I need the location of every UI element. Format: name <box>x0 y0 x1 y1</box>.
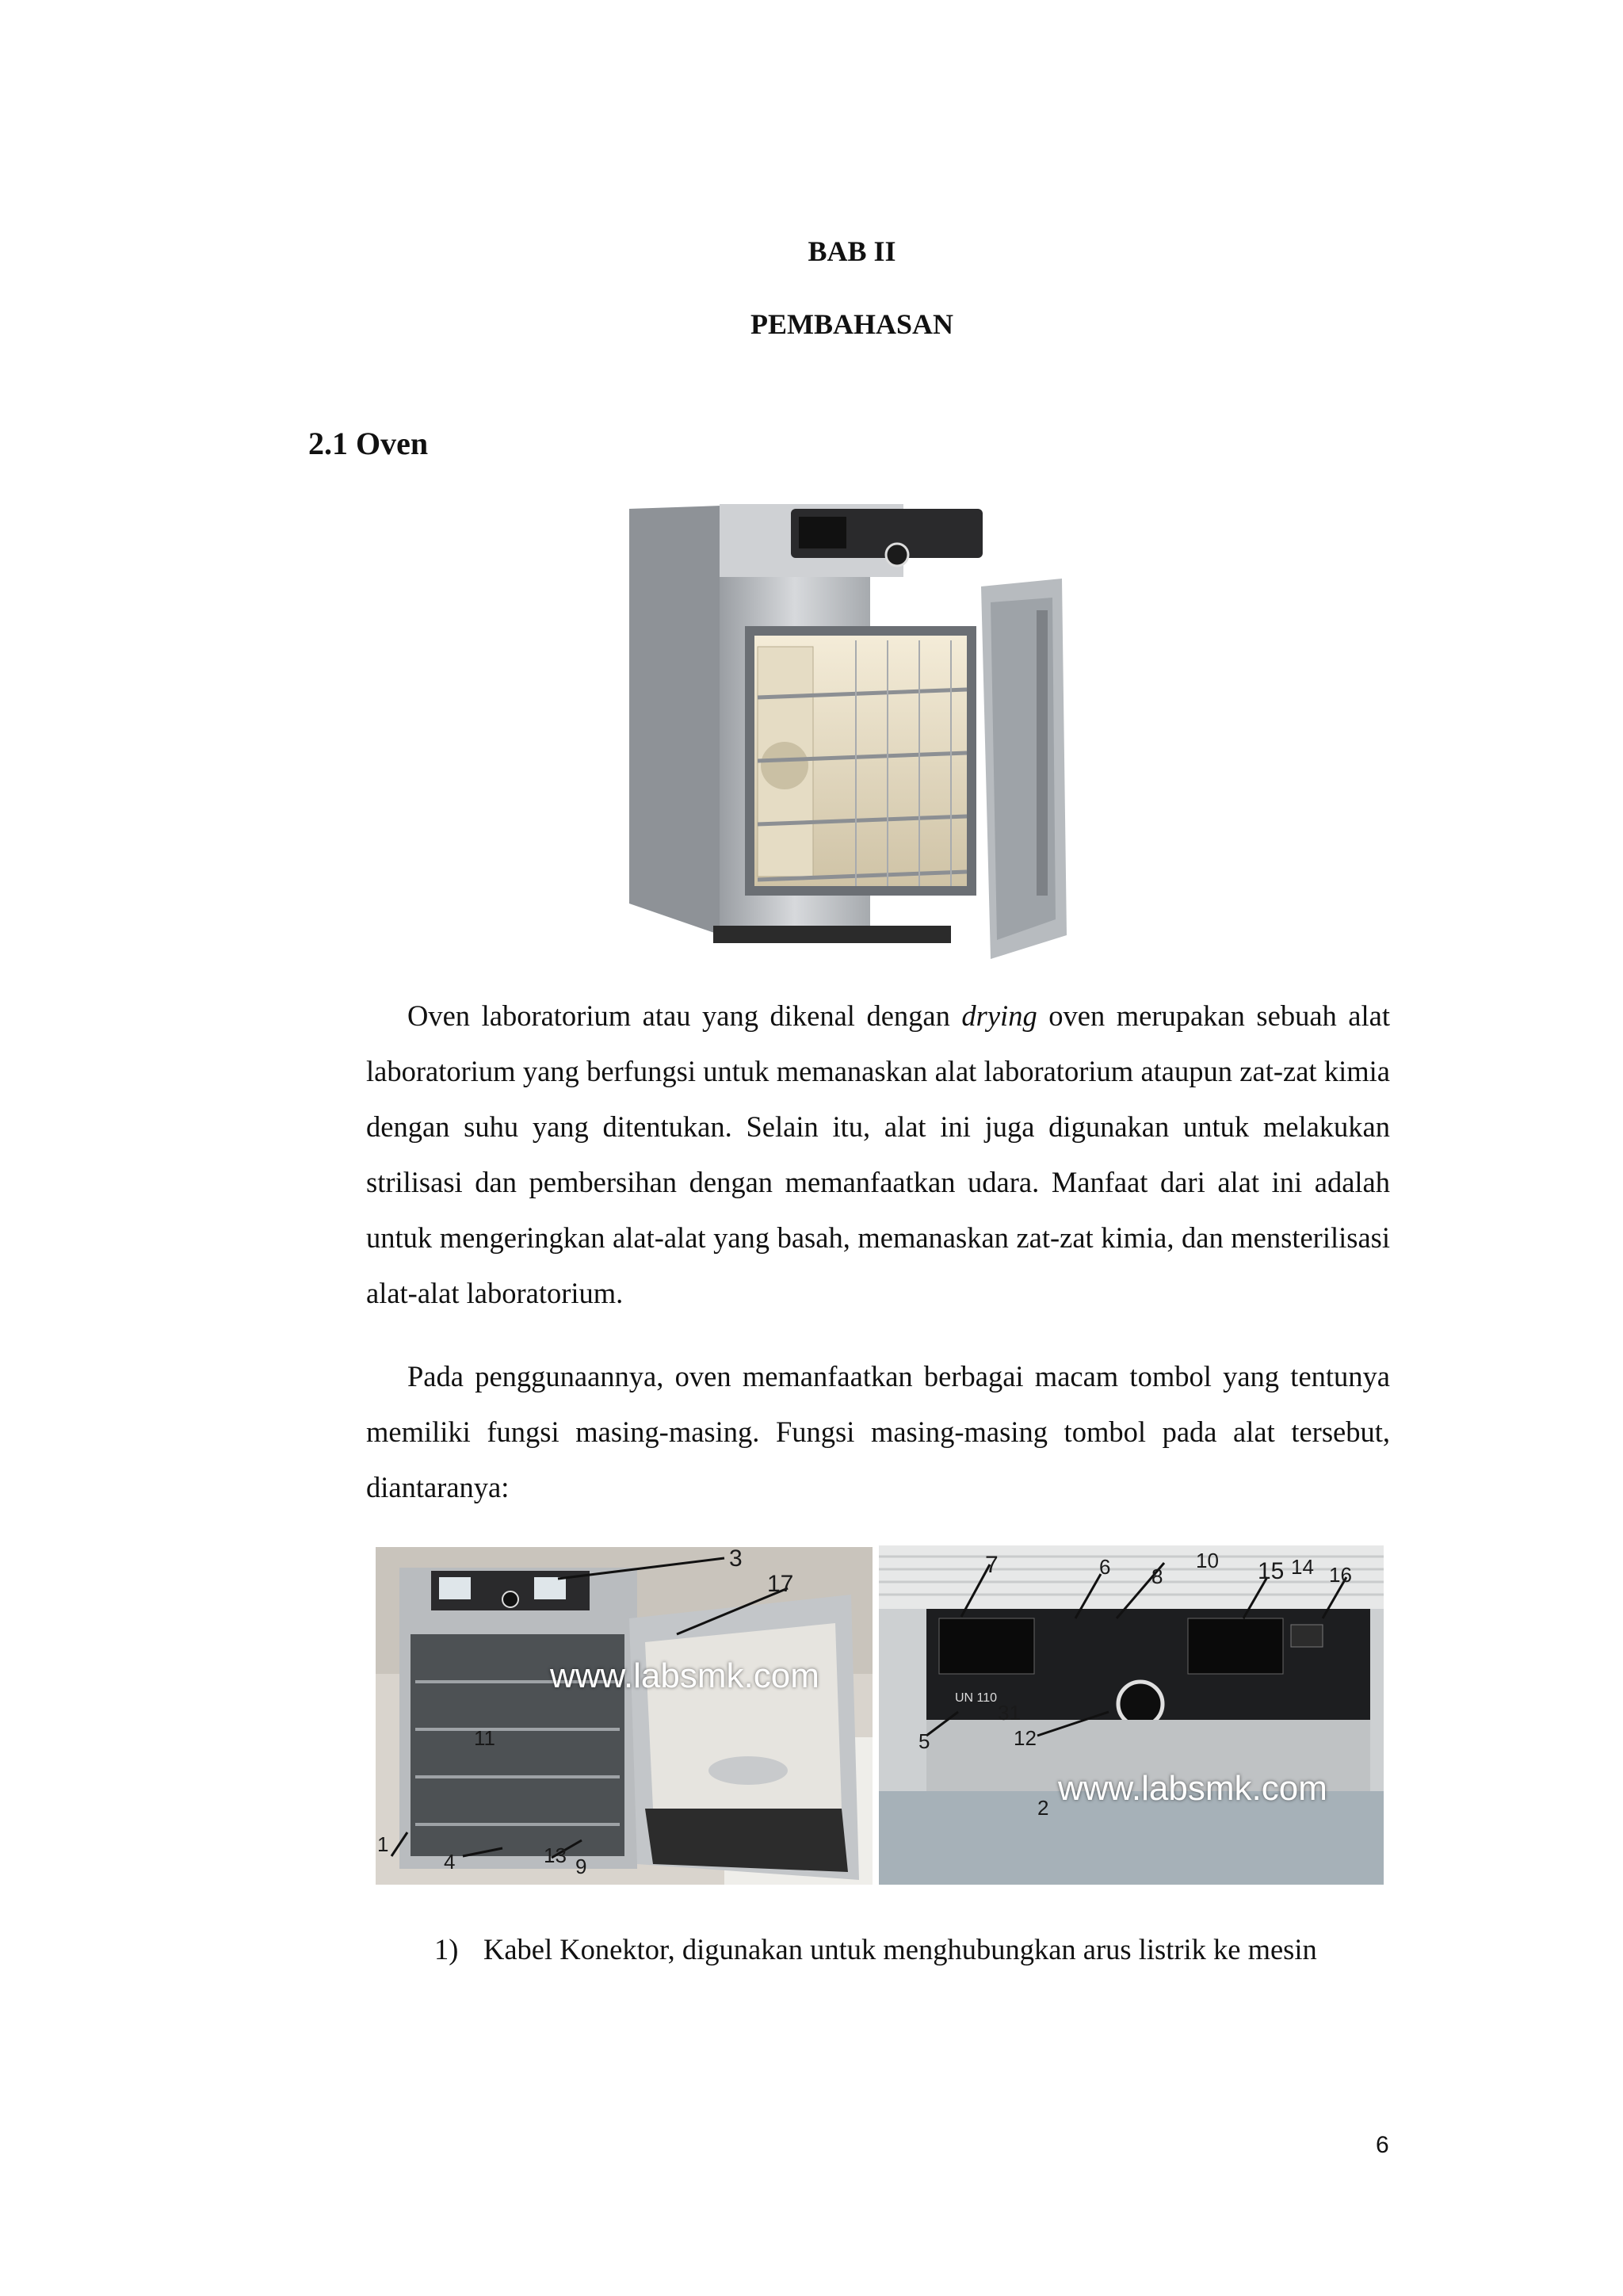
oven-illustration <box>618 491 1078 967</box>
callout-14: 14 <box>1291 1555 1314 1579</box>
paragraph-text-end: oven merupakan sebuah alat laboratorium yang berfungsi untuk memanaskan alat laboratorium ataupun zat-zat kimia dengan suhu yang ditentukan. Selain itu, alat ini juga digunakan untuk melakukan strilisasi dan pembersihan dengan memanfaatkan udara. Manfaat dari alat ini adalah untuk mengeringkan alat-alat yang basah, memanaskan zat-zat kimia, dan mensterilisasi alat-alat laboratorium. <box>366 999 1390 1309</box>
callout-17: 17 <box>767 1571 794 1597</box>
oven-figure <box>618 491 1078 967</box>
callout-6: 6 <box>1099 1555 1111 1579</box>
callout-2: 2 <box>1037 1796 1049 1820</box>
callout-15: 15 <box>1258 1558 1285 1584</box>
callout-9: 9 <box>575 1855 587 1878</box>
paragraph-text: Pada penggunaannya, oven memanfaatkan berbagai macam tombol yang tentunya memiliki fungsi masing-masing. Fungsi masing-masing tombol pada alat tersebut, diantaranya: <box>366 1360 1390 1503</box>
paragraph-oven-definition <box>366 988 1390 1321</box>
oven-photo-open-drawing <box>376 1547 873 1885</box>
paragraph-oven-buttons <box>366 1349 1390 1515</box>
paragraph-emphasis: drying <box>961 999 1037 1032</box>
callout-8: 8 <box>1151 1564 1163 1588</box>
watermark-text: www.labsmk.com <box>550 1656 819 1695</box>
model-label: UN 110 <box>955 1691 998 1705</box>
callout-13: 13 <box>544 1843 567 1867</box>
oven-control-panel-photo <box>879 1545 1384 1885</box>
oven-photo-open <box>376 1547 873 1885</box>
callout-7: 7 <box>985 1552 999 1578</box>
page-number: 6 <box>1376 2132 1389 2158</box>
list-item-number: 1) <box>434 1933 459 1966</box>
callout-5: 5 <box>918 1729 930 1753</box>
chapter-number: BAB II <box>808 235 896 267</box>
callout-1: 1 <box>377 1832 389 1856</box>
callout-11: 11 <box>474 1726 495 1750</box>
control-panel-drawing <box>879 1545 1384 1885</box>
callout-3: 3 <box>729 1547 743 1572</box>
list-item-text: Kabel Konektor, digunakan untuk menghubungkan arus listrik ke mesin <box>483 1933 1317 1966</box>
watermark-text: www.labsmk.com <box>1058 1769 1327 1808</box>
callout-10: 10 <box>1196 1549 1219 1572</box>
callout-12: 12 <box>1014 1726 1037 1750</box>
paragraph-text-start: Oven laboratorium atau yang dikenal dengan <box>407 999 962 1032</box>
chapter-title: PEMBAHASAN <box>750 308 953 340</box>
section-heading: 2.1 Oven <box>308 426 429 461</box>
callout-16: 16 <box>1329 1563 1352 1587</box>
display-value: 31 <box>998 1701 1021 1725</box>
callout-4: 4 <box>444 1850 456 1874</box>
